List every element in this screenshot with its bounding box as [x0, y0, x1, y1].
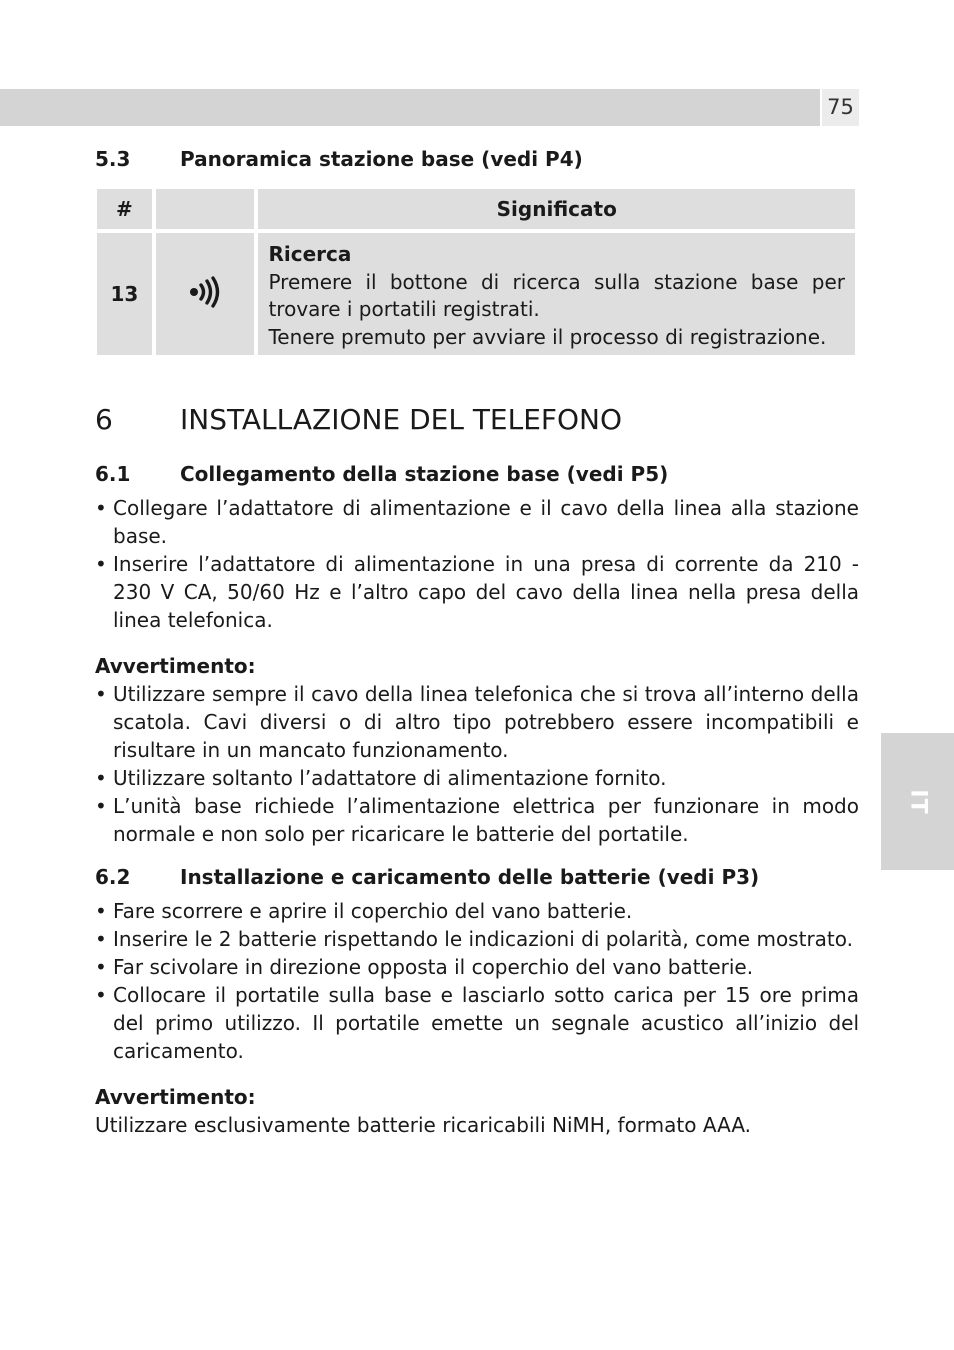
warning-title: Avvertimento:	[95, 1085, 256, 1109]
row-title: Ricerca	[268, 242, 352, 266]
header-bar	[0, 89, 820, 126]
section-6-2-body	[95, 897, 859, 1065]
list-item: • Collocare il portatile sulla base e lasciarlo sotto carica per 15 ore prima del primo utilizzo. Il portatile emette un segnale acustico all’inizio del caricamento.	[95, 981, 859, 1065]
chapter-number: 6	[95, 403, 113, 436]
section-6-2-warning	[95, 1083, 859, 1139]
warning-text: Utilizzare esclusivamente batterie ricaricabili NiMH, formato AAA.	[95, 1113, 752, 1137]
section-6-1-warning	[95, 652, 859, 848]
section-number: 6.1	[95, 462, 131, 486]
row-icon-cell	[156, 233, 255, 355]
overview-table	[93, 185, 859, 359]
list-item: • L’unità base richiede l’alimentazione elettrica per funzionare in modo normale e non solo per ricaricare le batterie del portatile.	[95, 792, 859, 848]
list-item: • Inserire l’adattatore di alimentazione in una presa di corrente da 210 - 230 V CA, 50/60 Hz e l’altro capo del cavo della linea nella presa della linea telefonica.	[95, 550, 859, 634]
bullet-list	[95, 494, 859, 634]
row-line-1: Premere il bottone di ricerca sulla stazione base per trovare i portatili registrati.	[268, 269, 845, 321]
header-meaning: Significato	[258, 189, 855, 229]
language-tab-label: IT	[905, 788, 930, 815]
warning-title: Avvertimento:	[95, 654, 256, 678]
header-icon	[156, 189, 255, 229]
paging-icon	[188, 276, 222, 308]
section-title: Panoramica stazione base (vedi P4)	[180, 147, 583, 171]
list-item: • Far scivolare in direzione opposta il coperchio del vano batterie.	[95, 953, 859, 981]
section-number: 5.3	[95, 147, 131, 171]
list-item: • Fare scorrere e aprire il coperchio del vano batterie.	[95, 897, 859, 925]
section-number: 6.2	[95, 865, 131, 889]
list-item: • Inserire le 2 batterie rispettando le indicazioni di polarità, come mostrato.	[95, 925, 859, 953]
section-title: Installazione e caricamento delle batterie (vedi P3)	[180, 865, 760, 889]
section-title: Collegamento della stazione base (vedi P5)	[180, 462, 669, 486]
list-item: • Collegare l’adattatore di alimentazione e il cavo della linea alla stazione base.	[95, 494, 859, 550]
row-line-2: Tenere premuto per avviare il processo di registrazione.	[268, 324, 827, 349]
warning-bullet-list	[95, 680, 859, 848]
table-row	[97, 233, 855, 355]
section-6-1-body	[95, 494, 859, 634]
table-header-row	[97, 189, 855, 229]
row-description	[258, 233, 855, 355]
page-number: 75	[822, 89, 859, 126]
bullet-list	[95, 897, 859, 1065]
language-tab	[881, 733, 954, 870]
list-item: • Utilizzare sempre il cavo della linea telefonica che si trova all’interno della scatola. Cavi diversi o di altro tipo potrebbero essere incompatibili e risultare in un mancato funzionamento.	[95, 680, 859, 764]
chapter-title: INSTALLAZIONE DEL TELEFONO	[180, 403, 623, 436]
row-number: 13	[97, 233, 152, 355]
list-item: • Utilizzare soltanto l’adattatore di alimentazione fornito.	[95, 764, 859, 792]
header-number: #	[97, 189, 152, 229]
